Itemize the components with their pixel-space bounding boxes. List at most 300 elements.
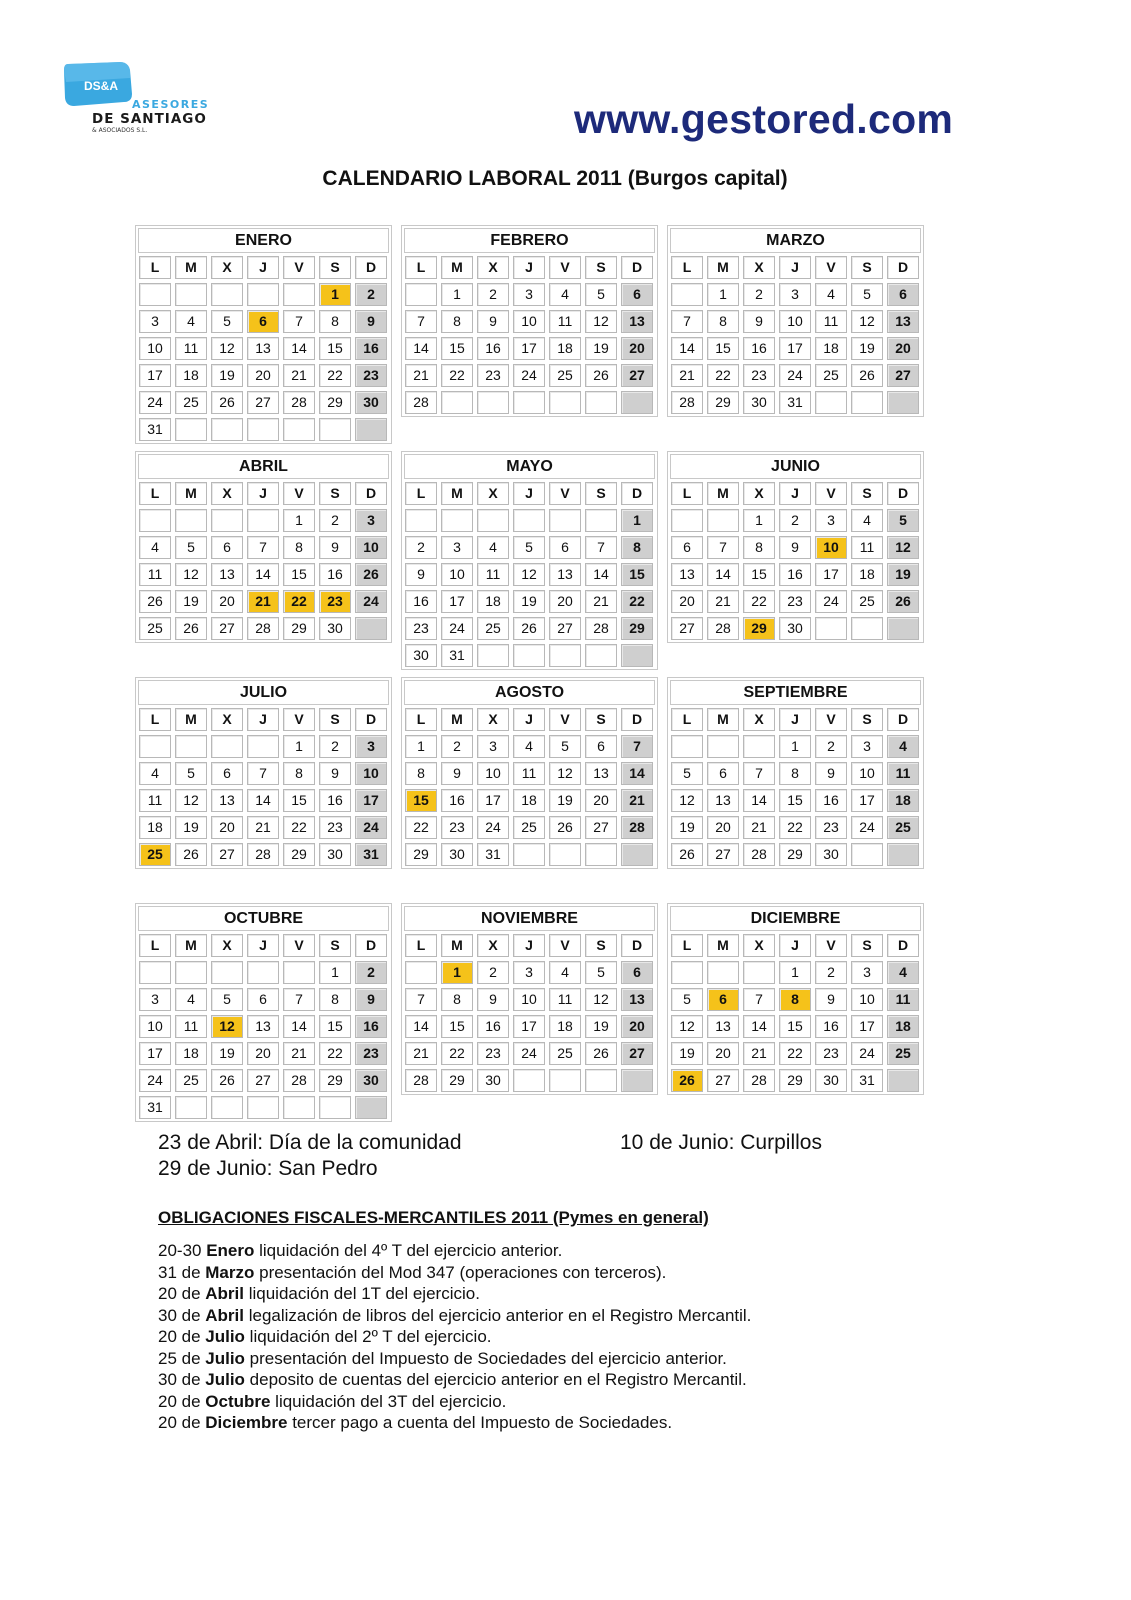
day-cell: 2: [441, 735, 473, 758]
day-cell: 4: [815, 283, 847, 306]
empty-cell: [139, 509, 171, 532]
day-cell: 15: [441, 337, 473, 360]
weekday-header: X: [211, 256, 243, 279]
weekday-header: V: [549, 708, 581, 731]
day-cell: 30: [319, 843, 351, 866]
weekday-header: M: [707, 256, 739, 279]
day-cell: 25: [549, 364, 581, 387]
day-cell: 19: [175, 816, 207, 839]
empty-cell: [887, 1069, 919, 1092]
day-cell: 28: [743, 1069, 775, 1092]
day-cell: 2: [319, 509, 351, 532]
empty-cell: [743, 735, 775, 758]
weekday-header: J: [779, 256, 811, 279]
day-cell: 8: [319, 310, 351, 333]
weekday-header: J: [779, 934, 811, 957]
month-name: SEPTIEMBRE: [670, 680, 921, 705]
day-cell: 9: [441, 762, 473, 785]
day-cell: 11: [139, 563, 171, 586]
empty-cell: [355, 617, 387, 640]
day-cell: 9: [779, 536, 811, 559]
empty-cell: [477, 391, 509, 414]
empty-cell: [851, 617, 883, 640]
day-cell: 8: [621, 536, 653, 559]
day-cell: 30: [355, 391, 387, 414]
day-cell: 1: [707, 283, 739, 306]
weekday-header: L: [139, 482, 171, 505]
day-cell: 16: [319, 563, 351, 586]
month-name: AGOSTO: [404, 680, 655, 705]
obligation-item: 30 de Abril legalización de libros del ejercicio anterior en el Registro Mercantil.: [158, 1305, 752, 1325]
weekday-header: J: [513, 934, 545, 957]
day-cell: 29: [707, 391, 739, 414]
day-cell: 29: [319, 391, 351, 414]
logo-line2: DE SANTIAGO: [92, 111, 207, 127]
empty-cell: [441, 509, 473, 532]
empty-cell: [815, 617, 847, 640]
day-cell: 16: [815, 789, 847, 812]
day-cell: 24: [139, 1069, 171, 1092]
day-cell: 26: [513, 617, 545, 640]
day-cell: 4: [887, 735, 919, 758]
day-cell: 18: [549, 1015, 581, 1038]
empty-cell: [585, 509, 617, 532]
day-cell: 23: [405, 617, 437, 640]
day-cell: 29: [743, 617, 775, 640]
day-cell: 20: [211, 816, 243, 839]
day-cell: 13: [247, 337, 279, 360]
day-cell: 15: [743, 563, 775, 586]
weekday-header: X: [211, 482, 243, 505]
day-cell: 22: [319, 364, 351, 387]
day-cell: 26: [887, 590, 919, 613]
month-septiembre: [667, 677, 924, 869]
day-cell: 25: [139, 843, 171, 866]
day-cell: 8: [319, 988, 351, 1011]
day-cell: 21: [283, 364, 315, 387]
empty-cell: [441, 391, 473, 414]
day-cell: 5: [175, 536, 207, 559]
weekday-header: X: [743, 482, 775, 505]
day-cell: 28: [405, 1069, 437, 1092]
day-cell: 28: [283, 391, 315, 414]
empty-cell: [405, 283, 437, 306]
month-abril: [135, 451, 392, 643]
day-cell: 1: [319, 283, 351, 306]
weekday-header: L: [139, 708, 171, 731]
day-cell: 1: [405, 735, 437, 758]
day-cell: 23: [319, 816, 351, 839]
day-cell: 24: [355, 816, 387, 839]
empty-cell: [211, 735, 243, 758]
empty-cell: [247, 509, 279, 532]
empty-cell: [355, 1096, 387, 1119]
day-cell: 13: [211, 789, 243, 812]
day-cell: 7: [405, 310, 437, 333]
day-cell: 19: [549, 789, 581, 812]
day-cell: 4: [175, 988, 207, 1011]
weekday-header: D: [355, 256, 387, 279]
empty-cell: [355, 418, 387, 441]
empty-cell: [477, 509, 509, 532]
note-comunidad: 23 de Abril: Día de la comunidad: [158, 1131, 462, 1154]
day-cell: 14: [621, 762, 653, 785]
day-cell: 28: [283, 1069, 315, 1092]
day-cell: 4: [139, 536, 171, 559]
empty-cell: [887, 843, 919, 866]
weekday-header: M: [175, 256, 207, 279]
day-cell: 11: [175, 1015, 207, 1038]
day-cell: 17: [513, 337, 545, 360]
day-cell: 15: [283, 789, 315, 812]
day-cell: 29: [405, 843, 437, 866]
month-mayo: [401, 451, 658, 670]
day-cell: 9: [477, 988, 509, 1011]
weekday-header: M: [441, 708, 473, 731]
day-cell: 9: [355, 988, 387, 1011]
weekday-header: D: [355, 482, 387, 505]
day-cell: 24: [477, 816, 509, 839]
day-cell: 22: [441, 364, 473, 387]
empty-cell: [283, 283, 315, 306]
day-cell: 10: [851, 988, 883, 1011]
weekday-header: J: [247, 482, 279, 505]
empty-cell: [211, 1096, 243, 1119]
empty-cell: [283, 418, 315, 441]
day-cell: 7: [247, 536, 279, 559]
weekday-header: L: [139, 934, 171, 957]
weekday-header: S: [585, 256, 617, 279]
day-cell: 31: [851, 1069, 883, 1092]
obligation-item: 31 de Marzo presentación del Mod 347 (operaciones con terceros).: [158, 1262, 667, 1282]
empty-cell: [211, 418, 243, 441]
day-cell: 25: [887, 1042, 919, 1065]
weekday-header: V: [549, 482, 581, 505]
day-cell: 28: [671, 391, 703, 414]
weekday-header: J: [247, 256, 279, 279]
empty-cell: [283, 961, 315, 984]
day-cell: 1: [621, 509, 653, 532]
day-cell: 16: [319, 789, 351, 812]
day-cell: 21: [247, 816, 279, 839]
day-cell: 3: [139, 988, 171, 1011]
obligation-item: 20 de Abril liquidación del 1T del ejercicio.: [158, 1284, 480, 1303]
day-cell: 27: [585, 816, 617, 839]
company-logo: [62, 60, 222, 140]
day-cell: 27: [211, 617, 243, 640]
day-cell: 9: [815, 988, 847, 1011]
day-cell: 2: [477, 283, 509, 306]
day-cell: 21: [707, 590, 739, 613]
day-cell: 8: [283, 762, 315, 785]
weekday-header: L: [405, 482, 437, 505]
day-cell: 17: [779, 337, 811, 360]
day-cell: 8: [441, 310, 473, 333]
day-cell: 3: [779, 283, 811, 306]
empty-cell: [139, 283, 171, 306]
day-cell: 16: [743, 337, 775, 360]
empty-cell: [247, 735, 279, 758]
day-cell: 6: [247, 988, 279, 1011]
day-cell: 3: [851, 961, 883, 984]
day-cell: 30: [815, 1069, 847, 1092]
month-name: OCTUBRE: [138, 906, 389, 931]
weekday-header: S: [585, 708, 617, 731]
weekday-header: J: [513, 708, 545, 731]
day-cell: 22: [283, 590, 315, 613]
day-cell: 16: [815, 1015, 847, 1038]
day-cell: 12: [211, 337, 243, 360]
day-cell: 29: [779, 843, 811, 866]
day-cell: 29: [779, 1069, 811, 1092]
empty-cell: [851, 391, 883, 414]
day-cell: 8: [779, 988, 811, 1011]
weekday-header: V: [283, 256, 315, 279]
month-enero: [135, 225, 392, 444]
weekday-header: M: [175, 482, 207, 505]
day-cell: 1: [743, 509, 775, 532]
empty-cell: [247, 1096, 279, 1119]
day-cell: 12: [887, 536, 919, 559]
day-cell: 8: [441, 988, 473, 1011]
day-cell: 13: [707, 789, 739, 812]
day-cell: 17: [513, 1015, 545, 1038]
weekday-header: M: [707, 708, 739, 731]
day-cell: 6: [211, 536, 243, 559]
day-cell: 11: [513, 762, 545, 785]
weekday-header: L: [405, 256, 437, 279]
empty-cell: [671, 283, 703, 306]
day-cell: 12: [513, 563, 545, 586]
weekday-header: S: [851, 256, 883, 279]
weekday-header: X: [743, 256, 775, 279]
day-cell: 24: [513, 1042, 545, 1065]
day-cell: 31: [139, 418, 171, 441]
month-julio: [135, 677, 392, 869]
day-cell: 14: [405, 1015, 437, 1038]
day-cell: 24: [779, 364, 811, 387]
weekday-header: S: [851, 482, 883, 505]
day-cell: 6: [621, 283, 653, 306]
month-name: ABRIL: [138, 454, 389, 479]
day-cell: 13: [671, 563, 703, 586]
day-cell: 13: [621, 988, 653, 1011]
day-cell: 10: [441, 563, 473, 586]
empty-cell: [743, 961, 775, 984]
day-cell: 21: [247, 590, 279, 613]
weekday-header: J: [779, 708, 811, 731]
day-cell: 20: [621, 337, 653, 360]
day-cell: 9: [319, 762, 351, 785]
empty-cell: [671, 961, 703, 984]
empty-cell: [707, 961, 739, 984]
day-cell: 6: [707, 988, 739, 1011]
day-cell: 14: [283, 337, 315, 360]
day-cell: 20: [707, 816, 739, 839]
empty-cell: [707, 735, 739, 758]
day-cell: 14: [247, 789, 279, 812]
weekday-header: L: [671, 934, 703, 957]
empty-cell: [671, 509, 703, 532]
website-url: www.gestored.com: [574, 96, 954, 142]
day-cell: 3: [851, 735, 883, 758]
obligation-item: 20-30 Enero liquidación del 4º T del ejercicio anterior.: [158, 1241, 563, 1260]
day-cell: 29: [283, 843, 315, 866]
day-cell: 24: [139, 391, 171, 414]
weekday-header: V: [283, 482, 315, 505]
day-cell: 7: [283, 988, 315, 1011]
day-cell: 27: [621, 1042, 653, 1065]
day-cell: 18: [513, 789, 545, 812]
day-cell: 21: [405, 1042, 437, 1065]
empty-cell: [549, 509, 581, 532]
day-cell: 20: [247, 364, 279, 387]
day-cell: 23: [355, 364, 387, 387]
weekday-header: S: [319, 934, 351, 957]
day-cell: 7: [743, 988, 775, 1011]
day-cell: 5: [585, 283, 617, 306]
day-cell: 27: [247, 391, 279, 414]
day-cell: 25: [815, 364, 847, 387]
weekday-header: S: [851, 934, 883, 957]
day-cell: 15: [283, 563, 315, 586]
day-cell: 6: [621, 961, 653, 984]
day-cell: 6: [549, 536, 581, 559]
day-cell: 28: [585, 617, 617, 640]
day-cell: 4: [887, 961, 919, 984]
obligation-item: 20 de Julio liquidación del 2º T del ejercicio.: [158, 1327, 492, 1346]
day-cell: 21: [621, 789, 653, 812]
day-cell: 18: [815, 337, 847, 360]
day-cell: 19: [585, 337, 617, 360]
day-cell: 27: [707, 1069, 739, 1092]
day-cell: 1: [283, 509, 315, 532]
weekday-header: V: [549, 256, 581, 279]
day-cell: 7: [671, 310, 703, 333]
day-cell: 4: [513, 735, 545, 758]
day-cell: 31: [779, 391, 811, 414]
day-cell: 20: [707, 1042, 739, 1065]
day-cell: 10: [779, 310, 811, 333]
weekday-header: D: [887, 256, 919, 279]
day-cell: 25: [851, 590, 883, 613]
day-cell: 5: [671, 762, 703, 785]
day-cell: 12: [585, 310, 617, 333]
day-cell: 12: [671, 789, 703, 812]
day-cell: 10: [815, 536, 847, 559]
obligation-item: 30 de Julio deposito de cuentas del ejercicio anterior en el Registro Mercantil.: [158, 1370, 747, 1389]
empty-cell: [247, 418, 279, 441]
day-cell: 22: [779, 816, 811, 839]
day-cell: 4: [175, 310, 207, 333]
weekday-header: L: [671, 482, 703, 505]
day-cell: 20: [549, 590, 581, 613]
day-cell: 17: [441, 590, 473, 613]
obligation-item: 25 de Julio presentación del Impuesto de Sociedades del ejercicio anterior.: [158, 1348, 727, 1368]
day-cell: 16: [779, 563, 811, 586]
day-cell: 22: [283, 816, 315, 839]
weekday-header: X: [743, 708, 775, 731]
day-cell: 30: [477, 1069, 509, 1092]
weekday-header: S: [319, 482, 351, 505]
weekday-header: L: [671, 708, 703, 731]
day-cell: 21: [743, 816, 775, 839]
weekday-header: X: [211, 708, 243, 731]
weekday-header: J: [247, 934, 279, 957]
day-cell: 18: [139, 816, 171, 839]
day-cell: 25: [887, 816, 919, 839]
weekday-header: D: [621, 482, 653, 505]
day-cell: 20: [887, 337, 919, 360]
weekday-header: S: [585, 482, 617, 505]
day-cell: 4: [549, 283, 581, 306]
note-curpillos: 10 de Junio: Curpillos: [620, 1131, 822, 1154]
weekday-header: V: [815, 934, 847, 957]
day-cell: 29: [283, 617, 315, 640]
empty-cell: [621, 391, 653, 414]
day-cell: 27: [707, 843, 739, 866]
weekday-header: X: [211, 934, 243, 957]
day-cell: 28: [247, 617, 279, 640]
day-cell: 17: [355, 789, 387, 812]
day-cell: 26: [671, 843, 703, 866]
day-cell: 8: [405, 762, 437, 785]
day-cell: 11: [887, 988, 919, 1011]
day-cell: 26: [355, 563, 387, 586]
day-cell: 25: [477, 617, 509, 640]
day-cell: 1: [441, 961, 473, 984]
day-cell: 19: [513, 590, 545, 613]
day-cell: 26: [851, 364, 883, 387]
day-cell: 28: [707, 617, 739, 640]
empty-cell: [621, 644, 653, 667]
day-cell: 14: [743, 789, 775, 812]
day-cell: 5: [175, 762, 207, 785]
day-cell: 12: [851, 310, 883, 333]
day-cell: 23: [779, 590, 811, 613]
obligations-title: OBLIGACIONES FISCALES-MERCANTILES 2011 (Pymes en general): [158, 1208, 709, 1227]
day-cell: 2: [477, 961, 509, 984]
empty-cell: [175, 418, 207, 441]
empty-cell: [815, 391, 847, 414]
month-name: DICIEMBRE: [670, 906, 921, 931]
day-cell: 10: [355, 536, 387, 559]
day-cell: 2: [743, 283, 775, 306]
day-cell: 12: [585, 988, 617, 1011]
day-cell: 29: [621, 617, 653, 640]
day-cell: 26: [139, 590, 171, 613]
weekday-header: V: [815, 482, 847, 505]
weekday-header: V: [283, 934, 315, 957]
month-name: FEBRERO: [404, 228, 655, 253]
day-cell: 15: [621, 563, 653, 586]
day-cell: 11: [851, 536, 883, 559]
day-cell: 4: [139, 762, 171, 785]
day-cell: 8: [707, 310, 739, 333]
month-name: JUNIO: [670, 454, 921, 479]
day-cell: 20: [671, 590, 703, 613]
day-cell: 17: [851, 789, 883, 812]
day-cell: 7: [707, 536, 739, 559]
empty-cell: [621, 843, 653, 866]
month-diciembre: [667, 903, 924, 1095]
weekday-header: X: [477, 708, 509, 731]
day-cell: 27: [671, 617, 703, 640]
day-cell: 10: [355, 762, 387, 785]
day-cell: 2: [319, 735, 351, 758]
day-cell: 13: [585, 762, 617, 785]
empty-cell: [585, 644, 617, 667]
